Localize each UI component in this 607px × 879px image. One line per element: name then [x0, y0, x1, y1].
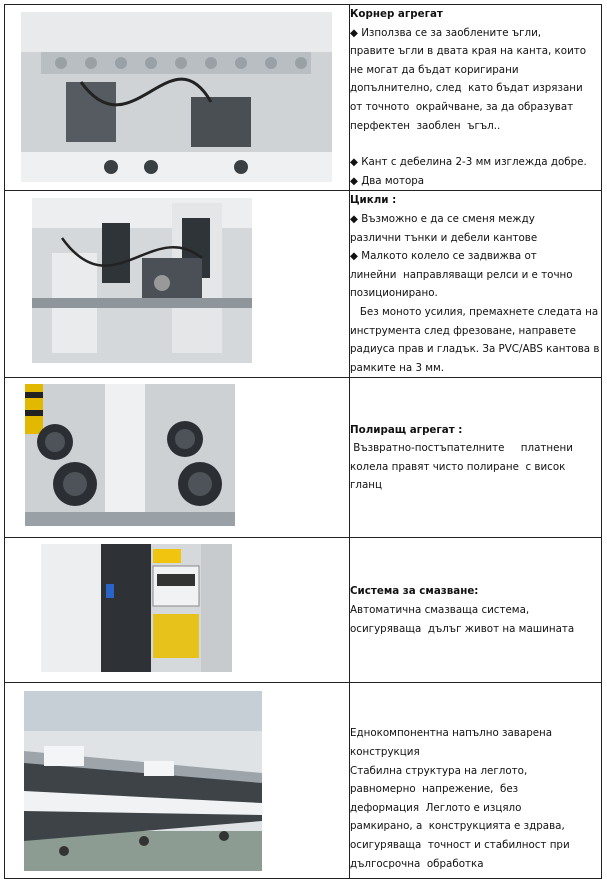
text-line: правите ъгли в двата края на канта, които: [350, 45, 587, 58]
text-line: осигуряваща точност и стабилност при: [350, 838, 570, 851]
text-line: ◆ Кант с дебелина 2-3 мм изглежда добре.: [350, 156, 587, 169]
text-line: деформация Леглото е изцяло: [350, 801, 522, 814]
text-line: рамките на 3 мм.: [350, 361, 445, 374]
description-cell: [350, 378, 602, 538]
image-cell: [5, 538, 350, 683]
description-cell: [350, 191, 602, 378]
section-title: Полиращ агрегат :: [350, 423, 463, 436]
corner-unit-photo: [21, 12, 332, 182]
description-cell: [350, 538, 602, 683]
image-cell: [5, 191, 350, 378]
text-line: рамкирано, а конструкцията е здрава,: [350, 820, 565, 833]
text-line: Стабилна структура на леглото,: [350, 764, 528, 777]
text-line: осигуряваща дълъг живот на машината: [350, 622, 575, 635]
text-line: радиуса прав и гладък. За PVC/ABS кантова в: [350, 343, 600, 356]
text-line: Възвратно-постъпателните платнени: [350, 442, 573, 455]
text-line: не могат да бъдат коригирани: [350, 63, 519, 76]
table-row: [5, 538, 602, 683]
text-line: [350, 135, 601, 153]
image-cell: [5, 378, 350, 538]
text-line: равномерно напрежение, без: [350, 783, 519, 796]
description-cell: [350, 683, 602, 879]
machine-frame-photo: [24, 691, 262, 871]
text-line: ◆ Използва се за заоблените ъгли,: [350, 26, 542, 39]
section-title: Корнер агрегат: [350, 8, 443, 20]
section-title: Система за смазване:: [350, 585, 479, 598]
text-line: ◆ Малкото колело се задвижва от: [350, 250, 537, 263]
feature-table: [4, 4, 602, 879]
lubrication-unit-photo: [41, 544, 232, 672]
table-row: [5, 5, 602, 191]
text-line: дългосрочна обработка: [350, 857, 484, 870]
text-line: ◆ Възможно е да се сменя между: [350, 212, 535, 225]
text-line: колела правят чисто полиране с висок: [350, 460, 566, 473]
description-cell: [350, 5, 602, 191]
scraping-unit-photo: [32, 198, 252, 363]
table-row: [5, 191, 602, 378]
text-line: перфектен заоблен ъгъл..: [350, 119, 501, 132]
text-line: инструмента след фрезоване, направете: [350, 324, 576, 337]
text-line: от точното окрайчване, за да образуват: [350, 100, 574, 113]
text-line: Еднокомпонентна напълно заварена: [350, 727, 553, 740]
text-line: гланц: [350, 479, 383, 492]
table-row: [5, 378, 602, 538]
image-cell: [5, 5, 350, 191]
table-row: [5, 683, 602, 879]
section-title: Цикли :: [350, 194, 397, 207]
text-line: конструкция: [350, 746, 420, 758]
text-line: Автоматична смазваща система,: [350, 603, 530, 616]
polishing-unit-photo: [25, 384, 235, 526]
text-line: позиционирано.: [350, 287, 438, 300]
text-line: допълнително, след като бъдат изрязани: [350, 82, 583, 95]
text-line: ◆ Два мотора: [350, 174, 425, 187]
image-cell: [5, 683, 350, 879]
text-line: Без моното усилия, премахнете следата на: [350, 305, 599, 318]
text-line: линейни направляващи релси и е точно: [350, 268, 573, 281]
text-line: различни тънки и дебели кантове: [350, 231, 538, 244]
